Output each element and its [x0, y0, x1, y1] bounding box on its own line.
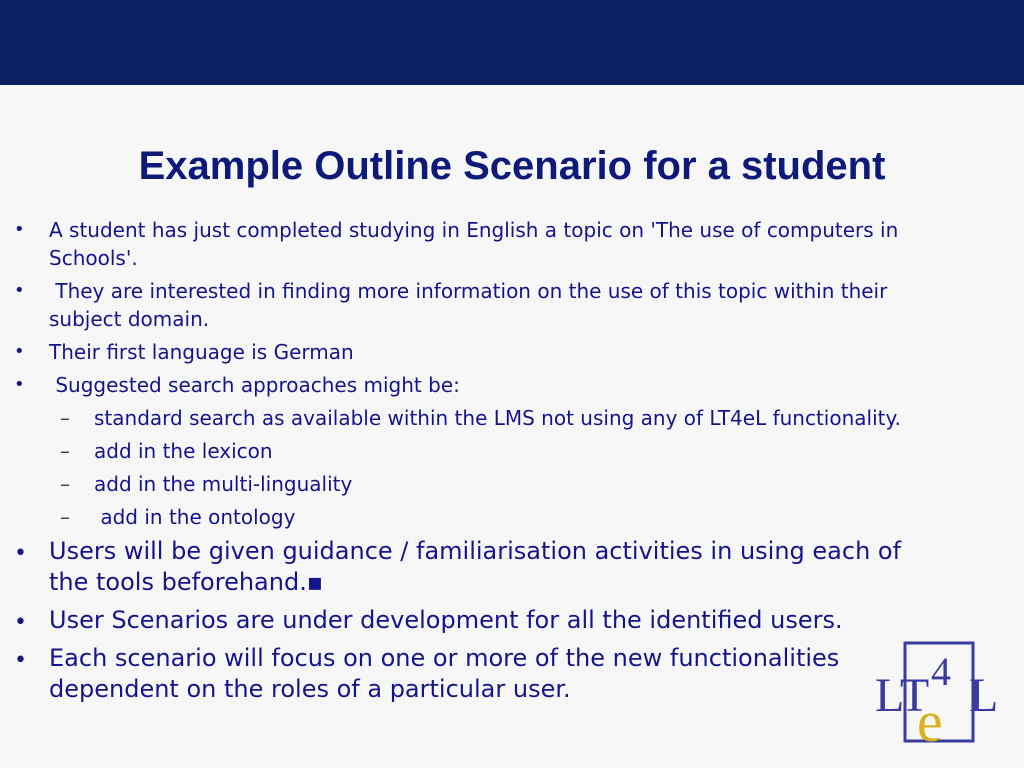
large-bullet-item [0, 605, 1024, 636]
large-bullet-text: Users will be given guidance / familiarisation activities in using each of the tools beforehand.▪ [49, 537, 902, 596]
sub-bullet-item [0, 404, 1024, 432]
dash-marker: – [60, 439, 70, 463]
bullet-marker: • [14, 648, 27, 673]
dash-marker: – [60, 406, 70, 430]
lt4el-logo [873, 641, 1009, 749]
large-bullet-item [0, 536, 1024, 598]
bullet-item [0, 216, 1024, 272]
sub-bullet-text: add in the ontology [94, 505, 296, 529]
logo-4-text: 4 [931, 649, 951, 694]
sub-bullet-item [0, 437, 1024, 465]
slide-title: Example Outline Scenario for a student [138, 144, 886, 188]
bullet-text: Their first language is German [49, 340, 354, 364]
bullet-marker: • [14, 610, 27, 635]
bullet-item [0, 371, 1024, 399]
bullet-marker: • [14, 341, 25, 362]
bullet-marker: • [14, 280, 25, 301]
bullet-item [0, 277, 1024, 333]
dash-marker: – [60, 505, 70, 529]
bullet-marker: • [14, 219, 25, 240]
sub-bullet-text: add in the multi-linguality [94, 472, 353, 496]
bullet-text: A student has just completed studying in English a topic on 'The use of computers in Schools'. [49, 218, 899, 270]
bullet-marker: • [14, 374, 25, 395]
sub-bullet-item [0, 503, 1024, 531]
dash-marker: – [60, 472, 70, 496]
sub-bullet-text: standard search as available within the LMS not using any of LT4eL functionality. [94, 406, 901, 430]
logo-lt-text: LT [875, 669, 930, 722]
header-band [0, 0, 1024, 85]
bullet-text: Suggested search approaches might be: [49, 373, 460, 397]
bullet-text: They are interested in finding more information on the use of this topic within their subject domain. [49, 279, 894, 331]
large-bullet-text: User Scenarios are under development for all the identified users. [49, 606, 843, 634]
sub-bullet-item [0, 470, 1024, 498]
logo-e-text: e [917, 689, 943, 749]
bullet-item [0, 338, 1024, 366]
logo-l-text: L [969, 669, 999, 722]
large-bullet-item [0, 643, 1024, 705]
slide-body [0, 216, 1024, 712]
large-bullet-text: Each scenario will focus on one or more of the new functionalities dependent on the roles of a particular user. [49, 644, 840, 703]
sub-bullet-text: add in the lexicon [94, 439, 273, 463]
bullet-marker: • [14, 541, 27, 566]
